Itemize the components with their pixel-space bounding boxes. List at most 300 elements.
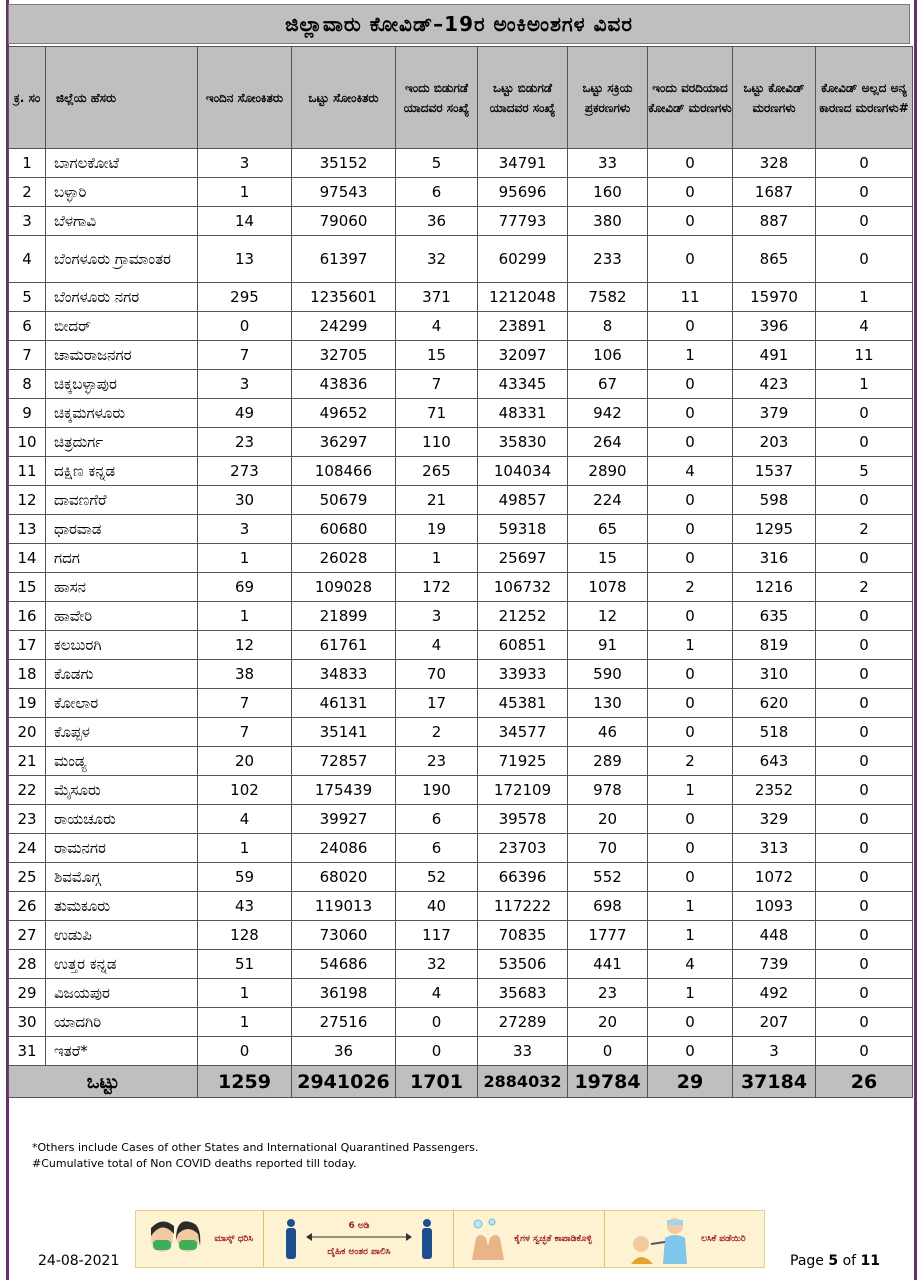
cell-serial: 15	[9, 573, 46, 602]
cell-district: ದಕ್ಷಿಣ ಕನ್ನಡ	[46, 457, 198, 486]
cell-active-cases: 2890	[568, 457, 648, 486]
cell-active-cases: 130	[568, 689, 648, 718]
cell-today-deaths: 0	[648, 718, 733, 747]
cell-today-infected: 1	[198, 178, 292, 207]
cell-total-infected: 73060	[292, 921, 396, 950]
cell-active-cases: 160	[568, 178, 648, 207]
footnote-others: *Others include Cases of other States and International Quarantined Passengers.	[32, 1141, 479, 1154]
cell-today-deaths: 1	[648, 892, 733, 921]
cell-today-infected: 38	[198, 660, 292, 689]
cell-district: ಹಾವೇರಿ	[46, 602, 198, 631]
cell-total-discharged: 60299	[478, 236, 568, 283]
cell-total-discharged: 21252	[478, 602, 568, 631]
cell-district: ಚಿಕ್ಕಮಗಳೂರು	[46, 399, 198, 428]
mask-segment	[136, 1211, 263, 1267]
cell-serial: 12	[9, 486, 46, 515]
cell-today-deaths: 0	[648, 834, 733, 863]
cell-total-discharged: 53506	[478, 950, 568, 979]
cell-total-discharged: 25697	[478, 544, 568, 573]
cell-district: ಕೊಪ್ಪಳ	[46, 718, 198, 747]
table-row	[9, 149, 913, 178]
table-row	[9, 370, 913, 399]
cell-today-deaths: 0	[648, 602, 733, 631]
header-total-deaths: ಒಟ್ಟು ಕೋವಿಡ್ ಮರಣಗಳು	[733, 47, 816, 149]
handwash-segment	[453, 1211, 603, 1267]
cell-total-deaths: 620	[733, 689, 816, 718]
cell-total-deaths: 643	[733, 747, 816, 776]
cell-today-infected: 4	[198, 805, 292, 834]
cell-today-discharged: 190	[396, 776, 478, 805]
cell-today-infected: 3	[198, 149, 292, 178]
cell-total-discharged: 77793	[478, 207, 568, 236]
header-total-infected: ಒಟ್ಟು ಸೋಂಕಿತರು	[292, 47, 396, 149]
table-row	[9, 863, 913, 892]
cell-district: ದಾವಣಗೆರೆ	[46, 486, 198, 515]
cell-today-deaths: 0	[648, 370, 733, 399]
cell-today-discharged: 2	[396, 718, 478, 747]
cell-district: ಮೈಸೂರು	[46, 776, 198, 805]
cell-district: ವಿಜಯಪುರ	[46, 979, 198, 1008]
cell-active-cases: 20	[568, 805, 648, 834]
cell-total-infected: 36198	[292, 979, 396, 1008]
cell-total-infected: 36	[292, 1037, 396, 1066]
cell-today-discharged: 4	[396, 979, 478, 1008]
table-row	[9, 283, 913, 312]
cell-today-deaths: 0	[648, 515, 733, 544]
table-row	[9, 602, 913, 631]
cell-total-deaths: 379	[733, 399, 816, 428]
cell-total-discharged: 59318	[478, 515, 568, 544]
cell-total-discharged: 34791	[478, 149, 568, 178]
cell-total-infected: 61761	[292, 631, 396, 660]
cell-total-deaths: 865	[733, 236, 816, 283]
cell-serial: 17	[9, 631, 46, 660]
total-total-discharged: 2884032	[478, 1066, 568, 1098]
cell-serial: 8	[9, 370, 46, 399]
cell-district: ಕೊಡಗು	[46, 660, 198, 689]
cell-non-covid-deaths: 0	[816, 863, 913, 892]
cell-total-infected: 24086	[292, 834, 396, 863]
cell-active-cases: 1078	[568, 573, 648, 602]
cell-non-covid-deaths: 2	[816, 515, 913, 544]
cell-active-cases: 91	[568, 631, 648, 660]
cell-active-cases: 942	[568, 399, 648, 428]
cell-today-infected: 273	[198, 457, 292, 486]
person-icon	[420, 1218, 434, 1260]
cell-serial: 14	[9, 544, 46, 573]
distance-bottom-text: ದೈಹಿಕ ಅಂತರ ಪಾಲಿಸಿ	[327, 1246, 391, 1257]
table-row	[9, 178, 913, 207]
table-row	[9, 428, 913, 457]
cell-total-infected: 79060	[292, 207, 396, 236]
cell-total-infected: 60680	[292, 515, 396, 544]
cell-total-discharged: 117222	[478, 892, 568, 921]
cell-total-deaths: 1295	[733, 515, 816, 544]
table-row	[9, 718, 913, 747]
cell-today-infected: 1	[198, 544, 292, 573]
cell-active-cases: 978	[568, 776, 648, 805]
cell-total-discharged: 33933	[478, 660, 568, 689]
cell-serial: 16	[9, 602, 46, 631]
cell-today-infected: 1	[198, 834, 292, 863]
cell-active-cases: 289	[568, 747, 648, 776]
cell-non-covid-deaths: 4	[816, 312, 913, 341]
page-title: ಜಿಲ್ಲಾವಾರು ಕೋವಿಡ್–19ರ ಅಂಕಿಅಂಶಗಳ ವಿವರ	[8, 4, 910, 44]
cell-district: ಮಂಡ್ಯ	[46, 747, 198, 776]
cell-district: ಬಳ್ಳಾರಿ	[46, 178, 198, 207]
cell-total-infected: 21899	[292, 602, 396, 631]
cell-today-infected: 69	[198, 573, 292, 602]
cell-active-cases: 233	[568, 236, 648, 283]
cell-district: ಬೆಂಗಳೂರು ಗ್ರಾಮಾಂತರ	[46, 236, 198, 283]
cell-today-deaths: 0	[648, 863, 733, 892]
cell-total-deaths: 328	[733, 149, 816, 178]
cell-today-infected: 49	[198, 399, 292, 428]
cell-total-deaths: 635	[733, 602, 816, 631]
table-row	[9, 236, 913, 283]
cell-total-infected: 49652	[292, 399, 396, 428]
cell-today-deaths: 4	[648, 457, 733, 486]
handwash-text: ಕೈಗಳ ಸ್ವಚ್ಛತೆ ಕಾಪಾಡಿಕೊಳ್ಳಿ	[514, 1233, 593, 1244]
cell-district: ಧಾರವಾಡ	[46, 515, 198, 544]
cell-total-deaths: 1537	[733, 457, 816, 486]
cell-active-cases: 65	[568, 515, 648, 544]
table-row	[9, 341, 913, 370]
table-row	[9, 312, 913, 341]
total-row	[9, 1066, 913, 1098]
vaccine-segment	[604, 1211, 764, 1267]
cell-district: ತುಮಕೂರು	[46, 892, 198, 921]
cell-today-infected: 3	[198, 370, 292, 399]
cell-non-covid-deaths: 0	[816, 236, 913, 283]
cell-non-covid-deaths: 1	[816, 283, 913, 312]
cell-today-discharged: 32	[396, 950, 478, 979]
cell-total-deaths: 819	[733, 631, 816, 660]
cell-today-discharged: 70	[396, 660, 478, 689]
cell-total-discharged: 35830	[478, 428, 568, 457]
cell-total-infected: 54686	[292, 950, 396, 979]
cell-today-discharged: 3	[396, 602, 478, 631]
footnote-cumulative: #Cumulative total of Non COVID deaths reported till today.	[32, 1157, 357, 1170]
cell-today-infected: 295	[198, 283, 292, 312]
cell-total-discharged: 1212048	[478, 283, 568, 312]
cell-today-discharged: 17	[396, 689, 478, 718]
cell-today-infected: 3	[198, 515, 292, 544]
cell-active-cases: 15	[568, 544, 648, 573]
cell-today-discharged: 110	[396, 428, 478, 457]
cell-serial: 23	[9, 805, 46, 834]
cell-district: ಗದಗ	[46, 544, 198, 573]
cell-total-infected: 43836	[292, 370, 396, 399]
cell-total-infected: 1235601	[292, 283, 396, 312]
header-today-discharged: ಇಂದು ಬಿಡುಗಡೆ ಯಾದವರ ಸಂಖ್ಯೆ	[396, 47, 478, 149]
page-total: 11	[860, 1253, 880, 1269]
cell-serial: 20	[9, 718, 46, 747]
cell-today-discharged: 6	[396, 178, 478, 207]
cell-today-infected: 20	[198, 747, 292, 776]
handwash-icon	[466, 1216, 508, 1262]
cell-active-cases: 264	[568, 428, 648, 457]
cell-active-cases: 70	[568, 834, 648, 863]
cell-non-covid-deaths: 5	[816, 457, 913, 486]
table-row	[9, 660, 913, 689]
cell-serial: 5	[9, 283, 46, 312]
cell-total-discharged: 23891	[478, 312, 568, 341]
table-row	[9, 950, 913, 979]
cell-today-deaths: 0	[648, 486, 733, 515]
cell-total-deaths: 739	[733, 950, 816, 979]
table-row	[9, 399, 913, 428]
cell-district: ಚಿಕ್ಕಬಳ್ಳಾಪುರ	[46, 370, 198, 399]
cell-today-deaths: 0	[648, 1008, 733, 1037]
cell-non-covid-deaths: 2	[816, 573, 913, 602]
cell-today-infected: 7	[198, 341, 292, 370]
cell-total-infected: 50679	[292, 486, 396, 515]
report-date: 24-08-2021	[38, 1253, 120, 1269]
cell-serial: 3	[9, 207, 46, 236]
table-row	[9, 1037, 913, 1066]
cell-total-deaths: 15970	[733, 283, 816, 312]
cell-today-discharged: 0	[396, 1037, 478, 1066]
cell-today-infected: 23	[198, 428, 292, 457]
cell-active-cases: 20	[568, 1008, 648, 1037]
cell-non-covid-deaths: 0	[816, 747, 913, 776]
cell-today-discharged: 52	[396, 863, 478, 892]
cell-today-deaths: 0	[648, 428, 733, 457]
table-row	[9, 515, 913, 544]
cell-today-deaths: 0	[648, 544, 733, 573]
cell-total-discharged: 71925	[478, 747, 568, 776]
total-total-deaths: 37184	[733, 1066, 816, 1098]
cell-today-infected: 0	[198, 312, 292, 341]
cell-serial: 19	[9, 689, 46, 718]
table-row	[9, 544, 913, 573]
cell-serial: 29	[9, 979, 46, 1008]
cell-district: ಉಡುಪಿ	[46, 921, 198, 950]
cell-active-cases: 380	[568, 207, 648, 236]
cell-today-deaths: 0	[648, 660, 733, 689]
cell-today-infected: 128	[198, 921, 292, 950]
cell-district: ಬೆಳಗಾವಿ	[46, 207, 198, 236]
mask-text: ಮಾಸ್ಕ್ ಧರಿಸಿ	[214, 1233, 254, 1244]
table-row	[9, 747, 913, 776]
cell-total-discharged: 48331	[478, 399, 568, 428]
cell-total-infected: 175439	[292, 776, 396, 805]
cell-non-covid-deaths: 0	[816, 805, 913, 834]
cell-today-deaths: 2	[648, 573, 733, 602]
cell-total-infected: 61397	[292, 236, 396, 283]
cell-total-deaths: 396	[733, 312, 816, 341]
cell-non-covid-deaths: 1	[816, 370, 913, 399]
cell-district: ಹಾಸನ	[46, 573, 198, 602]
table-row	[9, 457, 913, 486]
cell-today-discharged: 371	[396, 283, 478, 312]
cell-serial: 9	[9, 399, 46, 428]
cell-non-covid-deaths: 0	[816, 834, 913, 863]
cell-today-infected: 14	[198, 207, 292, 236]
cell-serial: 21	[9, 747, 46, 776]
cell-today-deaths: 0	[648, 399, 733, 428]
cell-non-covid-deaths: 0	[816, 950, 913, 979]
cell-today-deaths: 0	[648, 1037, 733, 1066]
cell-today-infected: 12	[198, 631, 292, 660]
table-row	[9, 486, 913, 515]
cell-serial: 18	[9, 660, 46, 689]
cell-total-discharged: 49857	[478, 486, 568, 515]
cell-non-covid-deaths: 0	[816, 660, 913, 689]
cell-today-infected: 30	[198, 486, 292, 515]
cell-non-covid-deaths: 0	[816, 602, 913, 631]
cell-total-deaths: 598	[733, 486, 816, 515]
cell-serial: 13	[9, 515, 46, 544]
cell-active-cases: 698	[568, 892, 648, 921]
total-total-infected: 2941026	[292, 1066, 396, 1098]
header-today-deaths: ಇಂದು ವರದಿಯಾದ ಕೋವಿಡ್ ಮರಣಗಳು	[648, 47, 733, 149]
table-row	[9, 1008, 913, 1037]
cell-serial: 11	[9, 457, 46, 486]
cell-today-deaths: 1	[648, 979, 733, 1008]
table-row	[9, 631, 913, 660]
cell-total-deaths: 1687	[733, 178, 816, 207]
cell-total-infected: 34833	[292, 660, 396, 689]
table-row	[9, 892, 913, 921]
cell-active-cases: 67	[568, 370, 648, 399]
double-arrow-icon	[306, 1233, 412, 1241]
cell-total-discharged: 95696	[478, 178, 568, 207]
header-active-cases: ಒಟ್ಟು ಸಕ್ರಿಯ ಪ್ರಕರಣಗಳು	[568, 47, 648, 149]
cell-today-discharged: 117	[396, 921, 478, 950]
cell-today-infected: 7	[198, 718, 292, 747]
cell-total-infected: 109028	[292, 573, 396, 602]
person-icon	[284, 1218, 298, 1260]
cell-today-infected: 102	[198, 776, 292, 805]
distance-segment	[263, 1211, 453, 1267]
cell-today-infected: 1	[198, 602, 292, 631]
cell-total-infected: 32705	[292, 341, 396, 370]
cell-total-infected: 119013	[292, 892, 396, 921]
cell-total-infected: 35152	[292, 149, 396, 178]
cell-today-discharged: 265	[396, 457, 478, 486]
cell-non-covid-deaths: 0	[816, 979, 913, 1008]
cell-total-discharged: 27289	[478, 1008, 568, 1037]
table-row	[9, 805, 913, 834]
cell-active-cases: 224	[568, 486, 648, 515]
cell-today-discharged: 6	[396, 805, 478, 834]
table-row	[9, 834, 913, 863]
cell-today-discharged: 23	[396, 747, 478, 776]
cell-total-deaths: 329	[733, 805, 816, 834]
cell-today-deaths: 4	[648, 950, 733, 979]
header-non-covid-deaths: ಕೋವಿಡ್ ಅಲ್ಲದ ಅನ್ಯ ಕಾರಣದ ಮರಣಗಳು#	[816, 47, 913, 149]
cell-today-discharged: 15	[396, 341, 478, 370]
cell-today-discharged: 21	[396, 486, 478, 515]
cell-total-infected: 27516	[292, 1008, 396, 1037]
cell-today-infected: 0	[198, 1037, 292, 1066]
cell-non-covid-deaths: 0	[816, 921, 913, 950]
cell-district: ಕಲಬುರಗಿ	[46, 631, 198, 660]
cell-today-deaths: 2	[648, 747, 733, 776]
cell-active-cases: 12	[568, 602, 648, 631]
cell-total-deaths: 310	[733, 660, 816, 689]
cell-total-infected: 46131	[292, 689, 396, 718]
cell-district: ಕೋಲಾರ	[46, 689, 198, 718]
cell-serial: 31	[9, 1037, 46, 1066]
cell-today-infected: 1	[198, 1008, 292, 1037]
safety-banner	[135, 1210, 765, 1268]
cell-today-infected: 13	[198, 236, 292, 283]
cell-non-covid-deaths: 0	[816, 399, 913, 428]
mask-faces-icon	[146, 1216, 208, 1262]
cell-total-discharged: 106732	[478, 573, 568, 602]
cell-total-discharged: 33	[478, 1037, 568, 1066]
cell-non-covid-deaths: 0	[816, 718, 913, 747]
cell-total-deaths: 1093	[733, 892, 816, 921]
cell-serial: 1	[9, 149, 46, 178]
cell-active-cases: 46	[568, 718, 648, 747]
cell-serial: 22	[9, 776, 46, 805]
cell-today-deaths: 0	[648, 178, 733, 207]
table-row	[9, 573, 913, 602]
cell-total-deaths: 887	[733, 207, 816, 236]
total-label: ಒಟ್ಟು	[9, 1066, 198, 1098]
cell-total-infected: 72857	[292, 747, 396, 776]
cell-total-discharged: 35683	[478, 979, 568, 1008]
cell-total-infected: 68020	[292, 863, 396, 892]
cell-non-covid-deaths: 0	[816, 149, 913, 178]
cell-district: ಶಿವಮೊಗ್ಗ	[46, 863, 198, 892]
cell-total-discharged: 45381	[478, 689, 568, 718]
cell-total-discharged: 172109	[478, 776, 568, 805]
cell-district: ಯಾದಗಿರಿ	[46, 1008, 198, 1037]
cell-active-cases: 441	[568, 950, 648, 979]
cell-total-deaths: 3	[733, 1037, 816, 1066]
cell-district: ರಾಮನಗರ	[46, 834, 198, 863]
page-number: 5	[828, 1253, 839, 1269]
cell-active-cases: 8	[568, 312, 648, 341]
cell-total-discharged: 66396	[478, 863, 568, 892]
cell-serial: 30	[9, 1008, 46, 1037]
cell-today-discharged: 6	[396, 834, 478, 863]
cell-serial: 10	[9, 428, 46, 457]
cell-non-covid-deaths: 0	[816, 892, 913, 921]
cell-non-covid-deaths: 0	[816, 428, 913, 457]
cell-active-cases: 1777	[568, 921, 648, 950]
cell-total-deaths: 2352	[733, 776, 816, 805]
cell-active-cases: 106	[568, 341, 648, 370]
header-total-discharged: ಒಟ್ಟು ಬಿಡುಗಡೆ ಯಾದವರ ಸಂಖ್ಯೆ	[478, 47, 568, 149]
cell-today-discharged: 172	[396, 573, 478, 602]
total-today-deaths: 29	[648, 1066, 733, 1098]
cell-non-covid-deaths: 0	[816, 631, 913, 660]
header-district: ಜಿಲ್ಲೆಯ ಹೆಸರು	[46, 47, 198, 149]
cell-serial: 2	[9, 178, 46, 207]
cell-today-deaths: 1	[648, 631, 733, 660]
cell-district: ಬಾಗಲಕೋಟೆ	[46, 149, 198, 178]
table-row	[9, 207, 913, 236]
cell-today-discharged: 36	[396, 207, 478, 236]
vaccine-text: ಲಸಿಕೆ ಪಡೆಯಿರಿ	[701, 1233, 746, 1244]
cell-serial: 26	[9, 892, 46, 921]
cell-serial: 6	[9, 312, 46, 341]
cell-district: ಚಿತ್ರದುರ್ಗ	[46, 428, 198, 457]
cell-active-cases: 7582	[568, 283, 648, 312]
cell-non-covid-deaths: 0	[816, 207, 913, 236]
cell-today-discharged: 32	[396, 236, 478, 283]
cell-today-discharged: 7	[396, 370, 478, 399]
cell-total-deaths: 518	[733, 718, 816, 747]
cell-total-infected: 24299	[292, 312, 396, 341]
cell-total-deaths: 492	[733, 979, 816, 1008]
